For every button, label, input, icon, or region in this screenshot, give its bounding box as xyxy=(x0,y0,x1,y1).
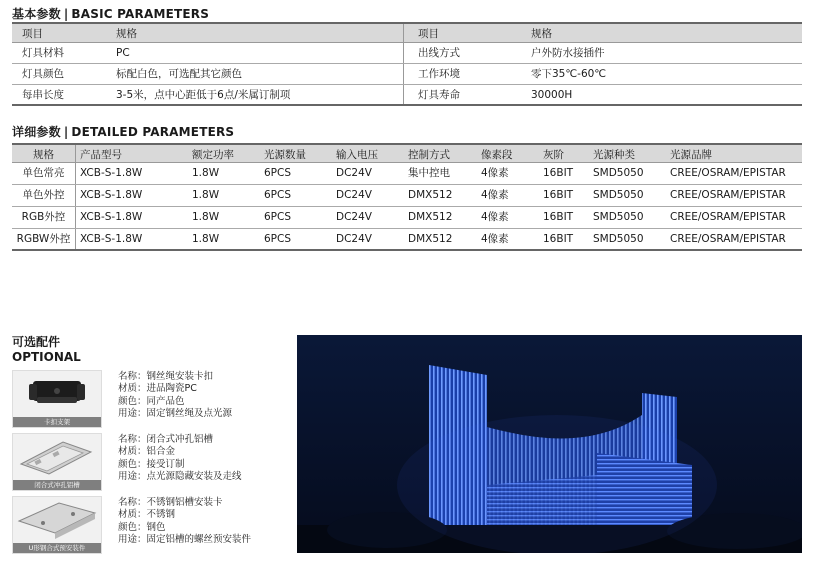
cell: 6PCS xyxy=(264,233,292,245)
cell: XCB-S-1.8W xyxy=(75,207,188,228)
cell: 16BIT xyxy=(543,211,574,223)
image-caption: 卡扣支架 xyxy=(13,417,101,427)
cell: DMX512 xyxy=(408,233,453,245)
cell: 4像素 xyxy=(481,211,509,223)
cell: 16BIT xyxy=(543,167,574,179)
accessory-item xyxy=(12,370,282,428)
cell: RGB外控 xyxy=(21,211,66,223)
cell: XCB-S-1.8W xyxy=(75,229,188,249)
cell: 30000H xyxy=(531,89,573,101)
accessory-desc xyxy=(118,434,242,483)
optional-section-title xyxy=(12,335,81,365)
cell: 6PCS xyxy=(264,211,292,223)
cell: 1.8W xyxy=(192,233,220,245)
desc-line: 用途：固定铝槽的螺丝预安装件 xyxy=(118,533,252,545)
illuminated-building-icon xyxy=(297,335,802,553)
cell: DC24V xyxy=(336,189,372,201)
basic-section-title: 基本参数 | BASIC PARAMETERS xyxy=(12,7,210,21)
steel-clip-image xyxy=(12,496,102,554)
cell: 16BIT xyxy=(543,233,574,245)
cell: 单色外控 xyxy=(22,189,65,201)
table-row xyxy=(12,64,802,85)
aluminium-channel-image xyxy=(12,433,102,491)
basic-table-header xyxy=(12,22,802,43)
detail-table-header xyxy=(12,143,802,163)
optional-title-cn: 可选配件 xyxy=(12,335,61,349)
table-row xyxy=(12,207,802,229)
image-caption: 闭合式冲孔铝槽 xyxy=(13,480,101,490)
desc-line: 材质：不锈钢 xyxy=(118,509,176,521)
desc-line: 用途：点光源隐藏安装及走线 xyxy=(118,470,242,482)
cell: SMD5050 xyxy=(593,211,644,223)
cell: SMD5050 xyxy=(593,233,644,245)
cell: 6PCS xyxy=(264,167,292,179)
header-cell: 控制方式 xyxy=(408,149,450,161)
header-cell: 灰阶 xyxy=(543,149,564,161)
image-caption: U形钢合式预安装件 xyxy=(13,543,101,553)
cell: CREE/OSRAM/EPISTAR xyxy=(670,211,786,223)
desc-line: 材质：进品陶瓷PC xyxy=(118,383,197,395)
cell: 户外防水接插件 xyxy=(531,47,605,59)
detail-params-table xyxy=(12,143,802,251)
aluminium-channel-icon xyxy=(13,434,101,480)
cell: DC24V xyxy=(336,211,372,223)
header-cell: 输入电压 xyxy=(336,149,378,161)
cell: RGBW外控 xyxy=(16,233,71,245)
cell: 1.8W xyxy=(192,189,220,201)
steel-clip-icon xyxy=(13,497,101,543)
desc-line: 用途：固定钢丝绳及点光源 xyxy=(118,407,233,419)
header-cell: 光源种类 xyxy=(593,149,635,161)
basic-params-table xyxy=(12,22,802,106)
desc-line: 颜色：同产品色 xyxy=(118,395,185,407)
accessory-item xyxy=(12,433,282,491)
cell: PC xyxy=(112,43,404,63)
desc-line: 颜色：钢色 xyxy=(118,521,166,533)
cell: 出线方式 xyxy=(418,47,460,59)
header-cell: 产品型号 xyxy=(75,145,188,162)
header-cell: 规格 xyxy=(531,28,552,40)
cell: DC24V xyxy=(336,167,372,179)
accessory-desc xyxy=(118,371,232,420)
cell: SMD5050 xyxy=(593,189,644,201)
detail-section-title: 详细参数 | DETAILED PARAMETERS xyxy=(12,125,235,139)
accessory-desc xyxy=(118,497,251,546)
cell: DMX512 xyxy=(408,211,453,223)
cell: 1.8W xyxy=(192,167,220,179)
cell: 4像素 xyxy=(481,233,509,245)
cell: 每串长度 xyxy=(22,89,64,101)
optional-title-en: OPTIONAL xyxy=(12,350,81,364)
cell: CREE/OSRAM/EPISTAR xyxy=(670,233,786,245)
cell: DC24V xyxy=(336,233,372,245)
cell: 集中控电 xyxy=(408,167,450,179)
accessory-item xyxy=(12,496,282,554)
table-row xyxy=(12,43,802,64)
header-cell: 项目 xyxy=(22,28,43,40)
clip-bracket-icon xyxy=(13,371,101,417)
building-lighting-photo xyxy=(297,335,802,553)
desc-line: 材质：铝合金 xyxy=(118,446,176,458)
cell: CREE/OSRAM/EPISTAR xyxy=(670,189,786,201)
cell: XCB-S-1.8W xyxy=(75,163,188,184)
cell: 4像素 xyxy=(481,189,509,201)
header-cell: 光源数量 xyxy=(264,149,306,161)
clip-bracket-image xyxy=(12,370,102,428)
cell: XCB-S-1.8W xyxy=(75,185,188,206)
cell: 标配白色，可选配其它颜色 xyxy=(112,64,404,84)
desc-line: 颜色：接受订制 xyxy=(118,458,185,470)
header-cell: 项目 xyxy=(418,28,439,40)
header-cell: 光源品牌 xyxy=(670,149,712,161)
cell: 16BIT xyxy=(543,189,574,201)
cell: 灯具材料 xyxy=(22,47,64,59)
cell: 灯具寿命 xyxy=(418,89,460,101)
header-cell: 额定功率 xyxy=(192,149,234,161)
cell: 6PCS xyxy=(264,189,292,201)
cell: DMX512 xyxy=(408,189,453,201)
table-row xyxy=(12,185,802,207)
desc-line: 名称：钢丝绳安装卡扣 xyxy=(118,371,214,382)
cell: 4像素 xyxy=(481,167,509,179)
cell: 1.8W xyxy=(192,211,220,223)
header-cell: 规格 xyxy=(112,24,404,42)
cell: 单色常亮 xyxy=(22,167,65,179)
cell: 3-5米，点中心距低于6点/米属订制项 xyxy=(112,85,404,104)
cell: SMD5050 xyxy=(593,167,644,179)
cell: 工作环境 xyxy=(418,68,460,80)
desc-line: 名称：闭合式冲孔铝槽 xyxy=(118,434,214,445)
header-cell: 像素段 xyxy=(481,149,513,161)
desc-line: 名称：不锈钢铝槽安装卡 xyxy=(118,497,223,508)
cell: 零下35℃-60℃ xyxy=(531,68,607,80)
cell: CREE/OSRAM/EPISTAR xyxy=(670,167,786,179)
header-cell: 规格 xyxy=(33,149,54,161)
table-row xyxy=(12,229,802,251)
cell: 灯具颜色 xyxy=(22,68,64,80)
table-row xyxy=(12,85,802,106)
table-row xyxy=(12,163,802,185)
